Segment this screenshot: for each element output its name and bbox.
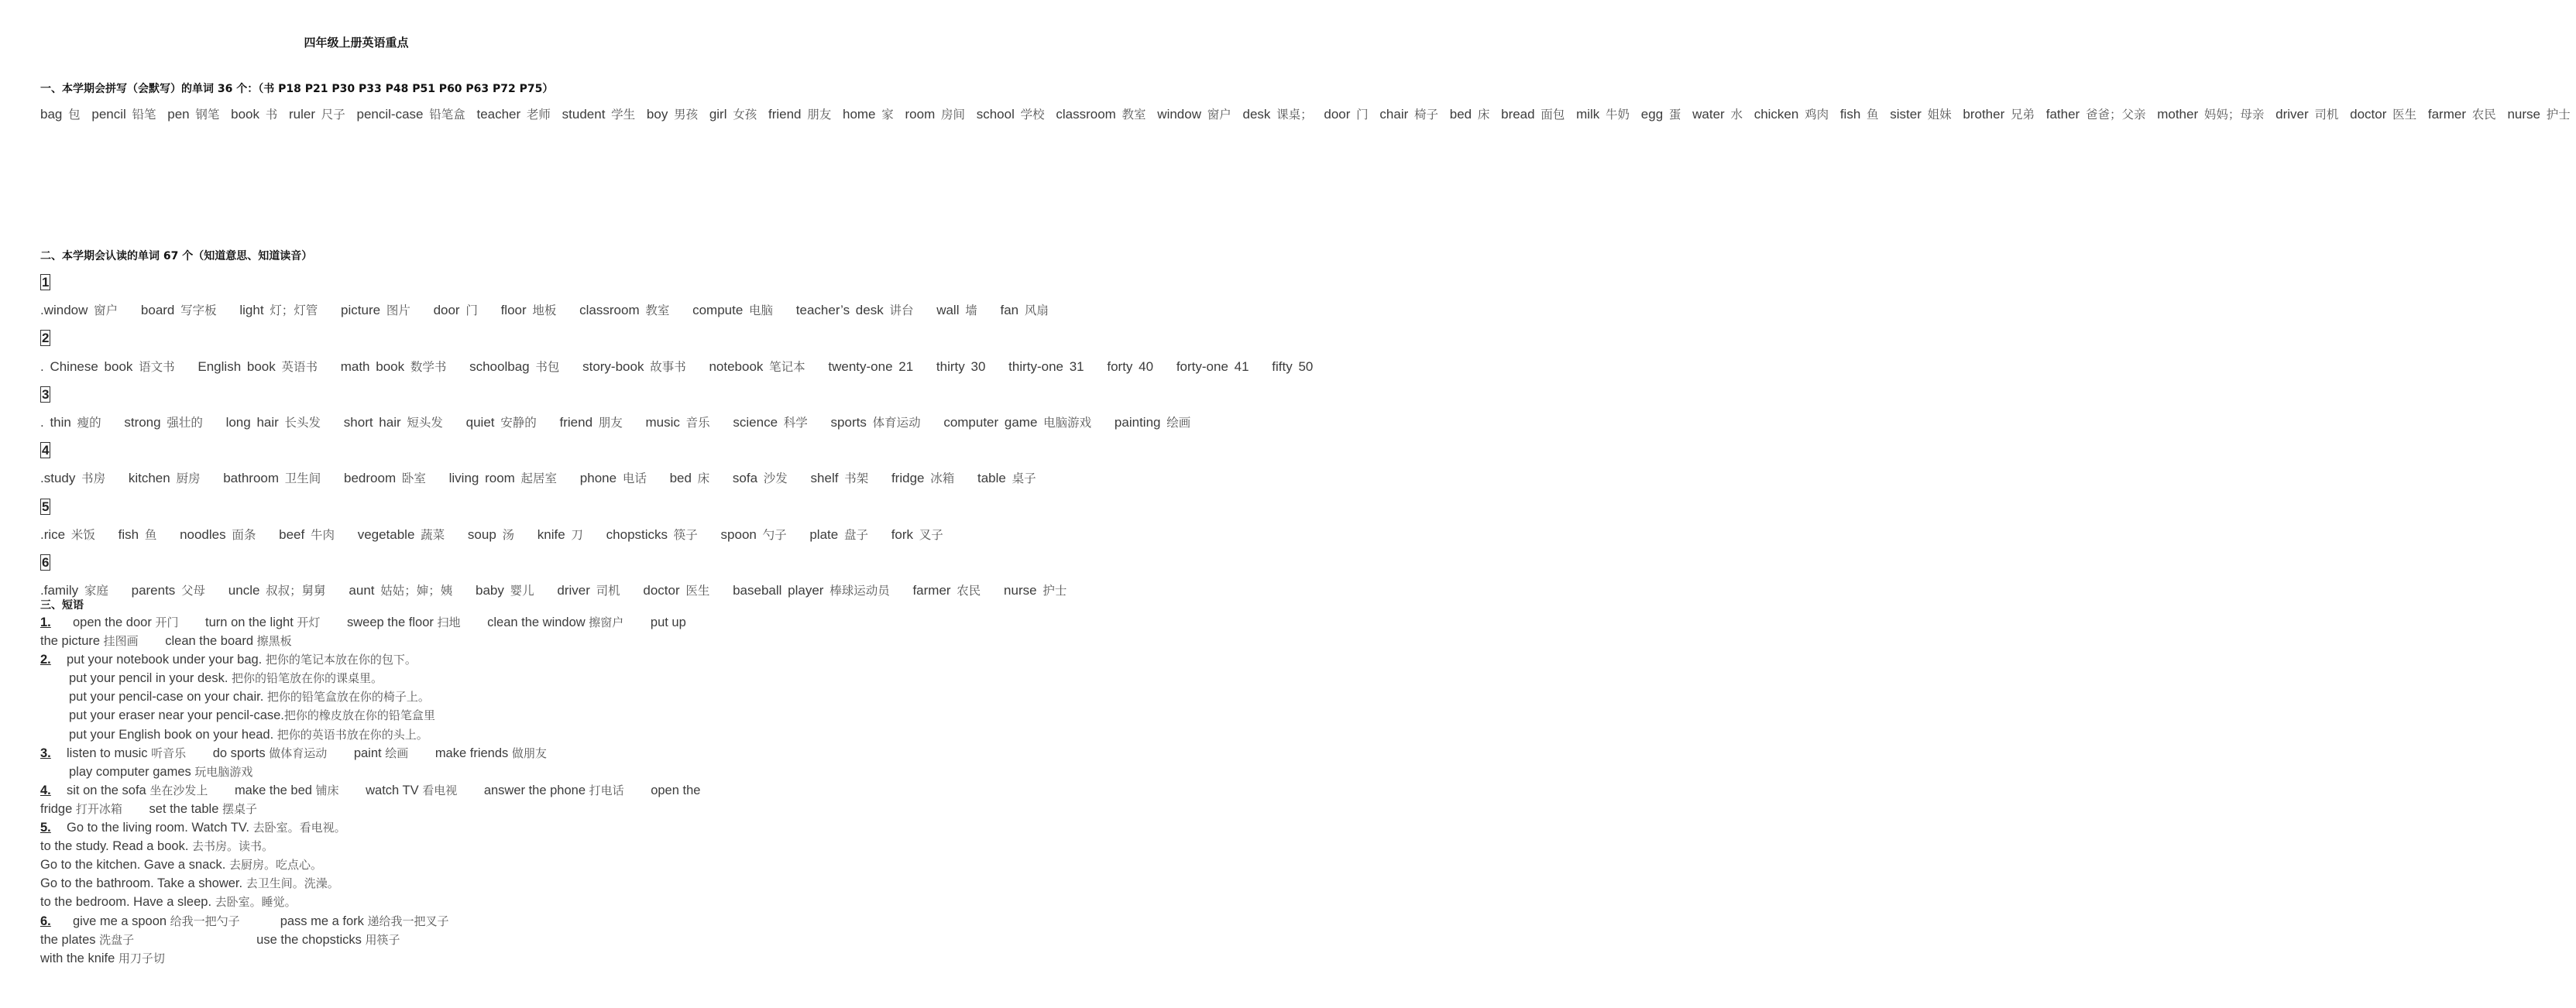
vocab-word: forty-one 41 xyxy=(1176,358,1249,374)
phrase-item: clean the window 擦窗户 xyxy=(487,615,624,629)
vocab-word: fish 鱼 xyxy=(1839,107,1879,122)
vocab-word: classroom 教室 xyxy=(1056,107,1146,122)
vocab-word: long hair 长头发 xyxy=(225,415,321,430)
vocab-word: sports 体育运动 xyxy=(830,415,921,430)
section-3-phrases xyxy=(40,613,706,968)
phrase-item: make the bed 铺床 xyxy=(234,783,339,797)
section-2-heading: 二、本学期会认读的单词 67 个（知道意思、知道读音） xyxy=(40,250,313,262)
phrase-item: make friends 做朋友 xyxy=(434,746,547,760)
vocab-word: pencil 铅笔 xyxy=(91,107,156,122)
vocab-word: chicken 鸡肉 xyxy=(1753,107,1829,122)
vocab-word: fan 风扇 xyxy=(1000,303,1049,318)
phrase-item: do sports 做体育运动 xyxy=(212,746,328,760)
vocab-word: plate 盘子 xyxy=(809,526,868,542)
vocab-word: math book 数学书 xyxy=(340,358,447,374)
vocab-word: milk 牛奶 xyxy=(1576,107,1630,122)
vocab-word: vegetable 蔬菜 xyxy=(357,526,445,542)
vocab-word: .study 书房 xyxy=(40,471,106,486)
vocab-word: room 房间 xyxy=(905,107,965,122)
vocab-word: living room 起居室 xyxy=(448,471,558,486)
phrase-line: put your English book on your head. 把你的英语书放在你的头上。 xyxy=(69,727,428,742)
phrase-item: open the door 开门 xyxy=(73,615,179,629)
vocab-word: noodles 面条 xyxy=(180,526,256,542)
vocab-word: nurse 护士 xyxy=(1004,583,1067,598)
vocab-word: pencil-case 铅笔盒 xyxy=(356,107,465,122)
phrase-group-4 xyxy=(40,781,706,818)
vocab-word: schoolbag 书包 xyxy=(469,358,560,374)
vocab-word: quiet 安静的 xyxy=(465,415,537,430)
vocab-word: student 学生 xyxy=(562,107,636,122)
vocab-word: farmer 农民 xyxy=(2427,107,2496,122)
vocab-word: light 灯；灯管 xyxy=(239,303,318,318)
vocab-word: classroom 教室 xyxy=(579,303,670,318)
vocab-word: bed 床 xyxy=(669,471,710,486)
section-1-words xyxy=(40,101,2571,129)
vocab-word: .window 窗户 xyxy=(40,303,118,318)
phrase-line: put your pencil in your desk. 把你的铅笔放在你的课桌里。 xyxy=(69,671,383,686)
phrase-item: play computer games 玩电脑游戏 xyxy=(69,764,253,779)
phrase-item: open the fridge 打开冰箱 xyxy=(40,783,701,816)
vocab-word: brother 兄弟 xyxy=(1963,107,2035,122)
vocab-word: mother 妈妈；母亲 xyxy=(2157,107,2265,122)
phrase-group-5: 5. Go to the living room. Watch TV. 去卧室。看电视。 xyxy=(40,818,706,837)
vocab-word: driver 司机 xyxy=(2275,107,2339,122)
vocab-word: sofa 沙发 xyxy=(732,471,788,486)
group-number-box: 1 xyxy=(42,275,50,290)
group-number-box: 5 xyxy=(42,499,50,514)
vocab-word: science 科学 xyxy=(733,415,808,430)
phrase-item: answer the phone 打电话 xyxy=(483,783,624,797)
phrase-line: put your pencil-case on your chair. 把你的铅笔盒放在你的椅子上。 xyxy=(69,690,430,705)
vocab-word: soup 汤 xyxy=(467,526,515,542)
vocab-word: pen 钢笔 xyxy=(167,107,220,122)
vocab-word: chopsticks 筷子 xyxy=(606,526,698,542)
vocab-word: thirty 30 xyxy=(936,358,986,374)
vocab-word: door 门 xyxy=(433,303,478,318)
vocab-word: forty 40 xyxy=(1107,358,1154,374)
group-number-box: 2 xyxy=(42,331,50,346)
phrase-line xyxy=(40,763,706,781)
phrase-group-number: 6. xyxy=(40,914,51,928)
vocab-word: aunt 姑姑；婶；姨 xyxy=(349,583,453,598)
phrase-item: turn on the light 开灯 xyxy=(205,615,321,629)
vocab-word: school 学校 xyxy=(976,107,1045,122)
vocab-word: picture 图片 xyxy=(341,303,410,318)
vocab-word: thirty-one 31 xyxy=(1008,358,1084,374)
vocab-word: shelf 书架 xyxy=(810,471,869,486)
vocab-word: father 爸爸；父亲 xyxy=(2045,107,2146,122)
vocab-word: farmer 农民 xyxy=(912,583,981,598)
vocab-word: knife 刀 xyxy=(537,526,583,542)
vocab-word: friend 朋友 xyxy=(768,107,832,122)
vocab-word: beef 牛肉 xyxy=(279,526,335,542)
vocab-word: music 音乐 xyxy=(645,415,710,430)
vocab-word: fridge 冰箱 xyxy=(891,471,955,486)
vocab-word: English book 英语书 xyxy=(197,358,318,374)
vocab-word: twenty-one 21 xyxy=(828,358,914,374)
vocab-word: door 门 xyxy=(1324,107,1369,122)
phrase-line: put your notebook under your bag. 把你的笔记本放在你的包下。 xyxy=(67,653,417,667)
vocab-word: girl 女孩 xyxy=(709,107,757,122)
vocab-word: fifty 50 xyxy=(1272,358,1314,374)
phrase-item: sit on the sofa 坐在沙发上 xyxy=(67,783,208,797)
vocab-word: table 桌子 xyxy=(977,471,1036,486)
vocab-word: bathroom 卫生间 xyxy=(223,471,321,486)
vocab-word: chair 椅子 xyxy=(1379,107,1439,122)
phrase-line: the plates 洗盘子 use the chopsticks 用筷子 xyxy=(40,932,400,947)
vocab-word: teacher’s desk 讲台 xyxy=(795,303,914,318)
vocab-word: bed 床 xyxy=(1449,107,1490,122)
vocab-word: ruler 尺子 xyxy=(288,107,345,122)
phrase-group-number: 5. xyxy=(40,821,51,835)
phrase-item: clean the board 擦黑板 xyxy=(165,634,292,649)
vocab-word: compute 电脑 xyxy=(692,303,774,318)
section-2-words xyxy=(40,269,1314,605)
vocab-word: fish 鱼 xyxy=(118,526,157,542)
group-number-box: 6 xyxy=(42,555,50,571)
vocab-word: floor 地板 xyxy=(500,303,557,318)
vocab-word: book 书 xyxy=(231,107,278,122)
section-1-heading: 一、本学期会拼写（会默写）的单词 36 个：（书 P18 P21 P30 P33 P48 P51 P60 P63 P72 P75） xyxy=(40,83,554,95)
vocab-word: . Chinese book 语文书 xyxy=(40,358,175,374)
vocab-word: . thin 瘦的 xyxy=(40,415,101,430)
vocab-word: window 窗户 xyxy=(1157,107,1231,122)
phrase-line: to the study. Read a book. 去书房。读书。 xyxy=(40,839,274,854)
phrase-line: Go to the kitchen. Gave a snack. 去厨房。吃点心。 xyxy=(40,858,322,873)
vocab-word: fork 叉子 xyxy=(891,526,943,542)
vocab-word: short hair 短头发 xyxy=(343,415,443,430)
vocab-word: bedroom 卧室 xyxy=(344,471,426,486)
phrase-line: to the bedroom. Have a sleep. 去卧室。睡觉。 xyxy=(40,895,297,910)
vocab-word: driver 司机 xyxy=(557,583,620,598)
phrase-item: listen to music 听音乐 xyxy=(67,746,187,760)
vocab-word: boy 男孩 xyxy=(646,107,699,122)
vocab-word: desk 课桌； xyxy=(1242,107,1313,122)
vocab-word: nurse 护士 xyxy=(2507,107,2571,122)
group-number-box: 3 xyxy=(42,386,50,402)
group-number-box: 4 xyxy=(42,443,50,458)
vocab-word: phone 电话 xyxy=(579,471,647,486)
vocab-word: computer game 电脑游戏 xyxy=(943,415,1092,430)
phrase-line: Go to the bathroom. Take a shower. 去卫生间。洗澡。 xyxy=(40,876,339,891)
vocab-word: water 水 xyxy=(1692,107,1743,122)
phrase-group-number: 3. xyxy=(40,746,51,760)
phrase-group-1 xyxy=(40,613,706,650)
vocab-word: uncle 叔叔；舅舅 xyxy=(228,583,326,598)
vocab-word: home 家 xyxy=(842,107,894,122)
vocab-word: bag 包 xyxy=(40,107,81,122)
phrase-line: put your eraser near your pencil-case.把你的橡皮放在你的铅笔盒里 xyxy=(69,708,435,723)
phrase-group-6: 6. give me a spoon 给我一把勺子 pass me a fork 递给我一把叉子 xyxy=(40,912,706,931)
phrase-item: set the table 摆桌子 xyxy=(149,801,257,816)
vocab-word: painting 绘画 xyxy=(1114,415,1191,430)
page-title: 四年级上册英语重点 xyxy=(304,36,409,50)
vocab-word: baseball player 棒球运动员 xyxy=(733,583,890,598)
vocab-word: strong 强壮的 xyxy=(124,415,203,430)
vocab-word: friend 朋友 xyxy=(559,415,623,430)
vocab-word: .rice 米饭 xyxy=(40,526,95,542)
vocab-word: kitchen 厨房 xyxy=(128,471,201,486)
vocab-word: sister 姐妹 xyxy=(1890,107,1952,122)
vocab-word: board 写字板 xyxy=(140,303,217,318)
phrase-group-number: 4. xyxy=(40,783,51,797)
phrase-item: watch TV 看电视 xyxy=(366,783,458,797)
phrase-item: put up the picture 挂图画 xyxy=(40,615,686,649)
vocab-word: spoon 勺子 xyxy=(720,526,787,542)
vocab-word: notebook 笔记本 xyxy=(709,358,805,374)
vocab-word: doctor 医生 xyxy=(643,583,710,598)
phrase-item: paint 绘画 xyxy=(353,746,409,760)
vocab-word: doctor 医生 xyxy=(2350,107,2417,122)
phrase-line: with the knife 用刀子切 xyxy=(40,951,165,965)
vocab-word: parents 父母 xyxy=(131,583,206,598)
vocab-word: baby 婴儿 xyxy=(476,583,534,598)
vocab-word: .family 家庭 xyxy=(40,583,108,598)
vocab-word: story-book 故事书 xyxy=(582,358,686,374)
phrase-group-1-items xyxy=(40,615,686,648)
phrase-group-3 xyxy=(40,744,706,763)
vocab-word: egg 蛋 xyxy=(1640,107,1681,122)
vocab-word: bread 面包 xyxy=(1501,107,1565,122)
phrase-group-number: 2. xyxy=(40,653,51,667)
vocab-word: teacher 老师 xyxy=(476,107,551,122)
section-3-heading: 三、短语 xyxy=(40,599,84,612)
vocab-word: wall 墙 xyxy=(936,303,977,318)
phrase-group-2 xyxy=(40,650,706,669)
phrase-group-number: 1. xyxy=(40,615,51,629)
phrase-item: sweep the floor 扫地 xyxy=(347,615,461,629)
